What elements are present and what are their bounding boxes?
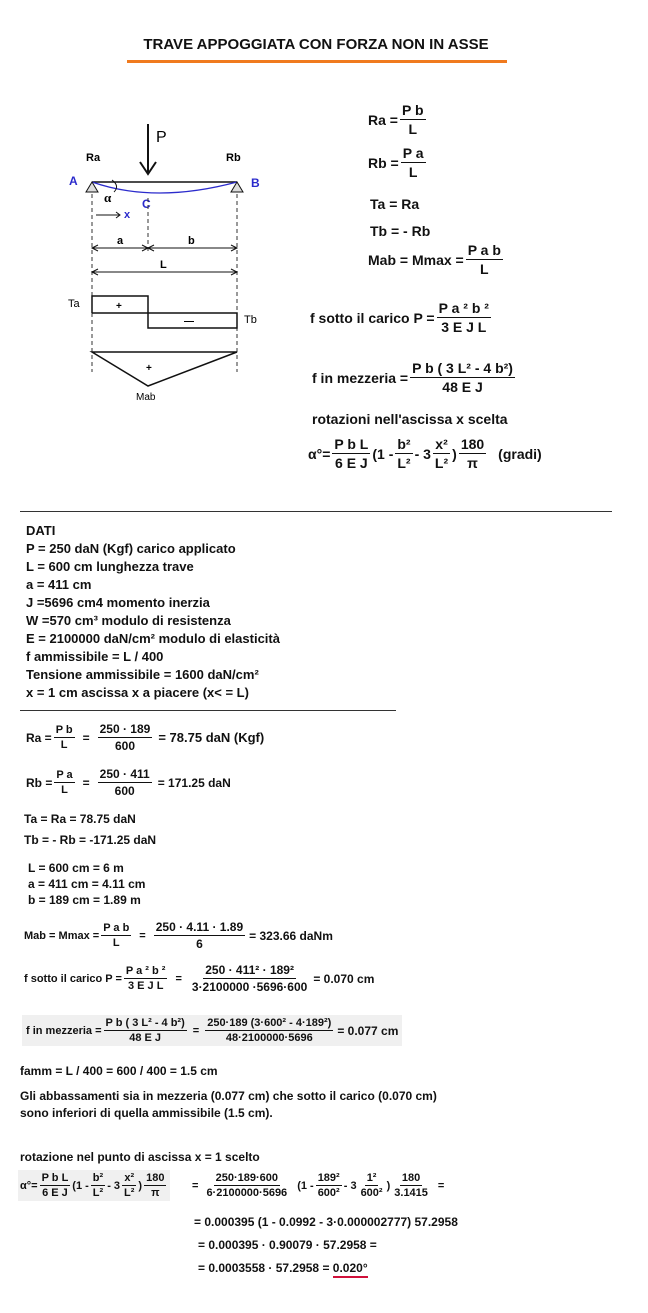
calc-famm: famm = L / 400 = 600 / 400 = 1.5 cm (20, 1064, 218, 1078)
note-line-2: sono inferiori di quella ammissibile (1.5 cm). (20, 1106, 273, 1120)
label-b: b (188, 235, 195, 247)
final-result: 0.020° (333, 1261, 368, 1278)
label-a: a (117, 235, 124, 247)
label-L: L (160, 259, 167, 271)
label-Ra: Ra (86, 152, 101, 164)
dati-line: J =5696 cm4 momento inerzia (26, 595, 210, 610)
dati-line: E = 2100000 daN/cm² modulo di elasticità (26, 631, 280, 646)
label-Ta: Ta (68, 298, 80, 310)
separator-top (20, 511, 612, 512)
calc-tb: Tb = - Rb = -171.25 daN (24, 833, 157, 847)
conv-line: b = 189 cm = 1.89 m (28, 893, 141, 907)
formula-rb: Rb = $\frac{\text{P a}}{L}$ (368, 145, 424, 180)
calc-f-mezzeria: f in mezzeria = $\frac{\text{P b ( 3 L² - 4 b²)}}{\text{48 E J}}$ = $\frac{\text{250·189 (3·600² - 4·189²)}}{48\cdot 2100000\cdot 5696}$ = 0.077 cm (22, 1015, 402, 1046)
calc-alpha: α°= $\frac{\text{P b L}}{\text{6 E J}}$ (1 - $\frac{\text{b²}}{\text{L²}}$ - 3 $\frac{\text{x²}}{\text{L²}}$ ) $\frac{180}{\pi}$ (18, 1170, 170, 1201)
dati-header: DATI (26, 523, 56, 538)
formula-mab: Mab = Mmax = $\frac{\text{P a b}}{L}$ (368, 242, 501, 277)
label-B: B (251, 176, 260, 190)
label-x: x (124, 209, 131, 221)
calc-step-3: = 0.0003558 · 57.2958 = 0.020° (198, 1261, 368, 1275)
calc-f-carico: f sotto il carico P = $\frac{\text{P a ² b ²}}{\text{3 E J L}}$ = $\frac{\text{250 · 411² · 189²}}{3\cdot 2100000 \cdot 5696\cdot 600}$ = 0.070 cm (24, 963, 375, 994)
formula-ta: Ta = Ra (370, 196, 420, 212)
title-underline (127, 60, 507, 63)
calc-conversions (28, 860, 145, 908)
shear-plus: + (116, 301, 122, 312)
separator-dati (20, 710, 396, 711)
label-P: P (156, 129, 167, 146)
label-alpha: α (104, 190, 112, 205)
beam-diagram (60, 120, 260, 410)
label-C: C (142, 197, 151, 211)
label-Mab: Mab (136, 392, 156, 403)
label-A: A (69, 174, 78, 188)
rotation-title: rotazione nel punto di ascissa x = 1 scelto (20, 1150, 260, 1164)
deflection-curve (92, 182, 237, 193)
calc-ra: Ra = $\frac{\text{P b}}{L}$ = $\frac{250 \cdot 189}{600}$ = 78.75 daN (Kgf) (26, 722, 265, 753)
calc-ta: Ta = Ra = 78.75 daN (24, 812, 136, 826)
label-Tb: Tb (244, 314, 257, 326)
dati-line: P = 250 daN (Kgf) carico applicato (26, 541, 236, 556)
note-line-1: Gli abbassamenti sia in mezzeria (0.077 cm) che sotto il carico (0.070 cm) (20, 1089, 437, 1103)
calc-alpha-values: = $\frac{250\cdot 189\cdot 600}{6\cdot 2100000\cdot 5696}$ (1 - $\frac{\text{189²}}{\text{600²}}$ - 3 $\frac{\text{1²}}{\text{600²}}$ ) $\frac{180}{3.1415}$ = (192, 1172, 445, 1199)
formula-alpha: α°= $\frac{\text{P b L}}{\text{6 E J}}$ (1 - $\frac{\text{b²}}{\text{L²}}$ - 3 $\frac{\text{x²}}{\text{L²}}$ ) $\frac{180}{\pi}$ (gradi) (308, 436, 542, 471)
conv-line: L = 600 cm = 6 m (28, 861, 124, 875)
page-title: TRAVE APPOGGIATA CON FORZA NON IN ASSE (143, 36, 489, 53)
dati-line: f ammissibile = L / 400 (26, 649, 164, 664)
dati-line: L = 600 cm lunghezza trave (26, 559, 194, 574)
calc-step-2: = 0.000395 · 0.90079 · 57.2958 = (198, 1238, 377, 1252)
formula-ra: Ra = $\frac{\text{P b}}{L}$ (368, 102, 424, 137)
calc-step-1: = 0.000395 (1 - 0.0992 - 3·0.000002777) 57.2958 (194, 1215, 458, 1229)
shear-diagram (92, 296, 237, 328)
dati-line: a = 411 cm (26, 577, 92, 592)
calc-rb: Rb = $\frac{\text{P a}}{L}$ = $\frac{250 \cdot 411}{600}$ = 171.25 daN (26, 767, 231, 798)
dati-line: W =570 cm³ modulo di resistenza (26, 613, 231, 628)
label-Rb: Rb (226, 152, 241, 164)
rotazioni-title: rotazioni nell'ascissa x scelta (312, 411, 508, 427)
dati-block (26, 522, 280, 702)
formula-tb: Tb = - Rb (370, 223, 431, 239)
moment-plus: + (146, 363, 152, 374)
dati-line: x = 1 cm ascissa x a piacere (x< = L) (26, 685, 249, 700)
formula-f-mezzeria: f in mezzeria = $\frac{\text{P b ( 3 L² - 4 b²)}}{\text{48 E J}}$ (312, 360, 513, 395)
formula-f-carico: f sotto il carico P = $\frac{\text{P a ² b ²}}{\text{3 E J L}}$ (310, 300, 489, 335)
calc-mab: Mab = Mmax = $\frac{\text{P a b}}{L}$ = $\frac{250 \cdot 4.11 \cdot 1.89}{6}$ = 323.66 daNm (24, 920, 333, 951)
dati-line: Tensione ammissibile = 1600 daN/cm² (26, 667, 259, 682)
shear-minus: — (184, 316, 194, 327)
moment-diagram (92, 352, 237, 386)
conv-line: a = 411 cm = 4.11 cm (28, 877, 146, 891)
